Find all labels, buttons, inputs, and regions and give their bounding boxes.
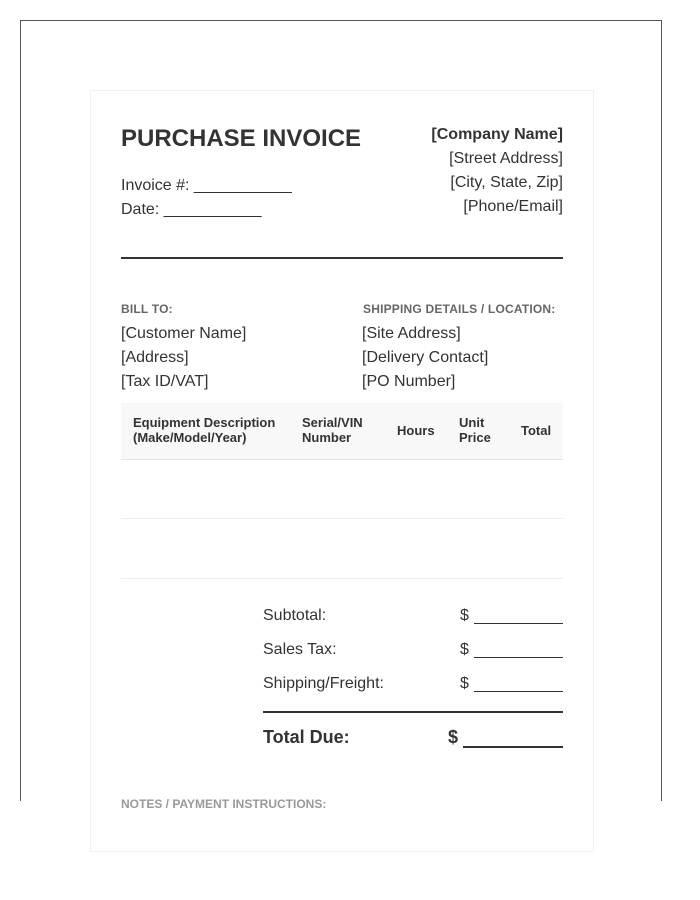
subtotal-label: Subtotal: <box>263 607 327 624</box>
invoice-title: PURCHASE INVOICE <box>121 125 362 152</box>
shipping-freight-currency: $ <box>460 675 469 692</box>
invoice-date-field: Date: ___________ <box>121 201 262 218</box>
delivery-contact: [Delivery Contact] <box>362 349 489 366</box>
shipping-freight-blank <box>474 691 563 692</box>
table-header <box>121 403 563 460</box>
table-row <box>121 578 563 579</box>
subtotal-blank <box>474 623 563 624</box>
invoice-sheet <box>90 90 594 852</box>
page-frame <box>20 20 662 811</box>
sales-tax-blank <box>474 657 563 658</box>
column-header-hours: Hours <box>397 423 435 438</box>
customer-tax-id: [Tax ID/VAT] <box>121 373 209 390</box>
shipping-label: SHIPPING DETAILS / LOCATION: <box>363 302 556 316</box>
company-city: [City, State, Zip] <box>450 174 563 191</box>
column-header-total: Total <box>521 423 552 438</box>
customer-name: [Customer Name] <box>121 325 247 342</box>
column-header-unit-price: Unit Price <box>459 415 491 445</box>
bill-to-address <box>121 322 246 394</box>
totals-divider <box>263 711 563 713</box>
bill-to-label: BILL TO: <box>121 302 173 316</box>
po-number: [PO Number] <box>362 373 456 390</box>
sales-tax-label: Sales Tax: <box>263 641 337 658</box>
shipping-freight-label: Shipping/Freight: <box>263 675 384 692</box>
notes-label: NOTES / PAYMENT INSTRUCTIONS: <box>121 797 327 811</box>
total-due-blank <box>463 746 563 748</box>
total-due-currency: $ <box>448 727 459 747</box>
total-due-label: Total Due: <box>263 727 350 747</box>
column-header-description: Equipment Description (Make/Model/Year) <box>133 415 276 445</box>
invoice-number-field: Invoice #: ___________ <box>121 177 292 194</box>
sales-tax-currency: $ <box>460 641 469 658</box>
header-divider <box>121 257 563 259</box>
company-block <box>431 123 563 219</box>
company-street: [Street Address] <box>449 150 563 167</box>
site-address: [Site Address] <box>362 325 461 342</box>
customer-address: [Address] <box>121 349 189 366</box>
column-header-serial: Serial/VIN Number <box>302 415 363 445</box>
subtotal-currency: $ <box>460 607 469 624</box>
shipping-address <box>362 322 488 394</box>
table-row <box>121 518 563 519</box>
company-contact: [Phone/Email] <box>463 198 563 215</box>
company-name: [Company Name] <box>431 126 563 143</box>
